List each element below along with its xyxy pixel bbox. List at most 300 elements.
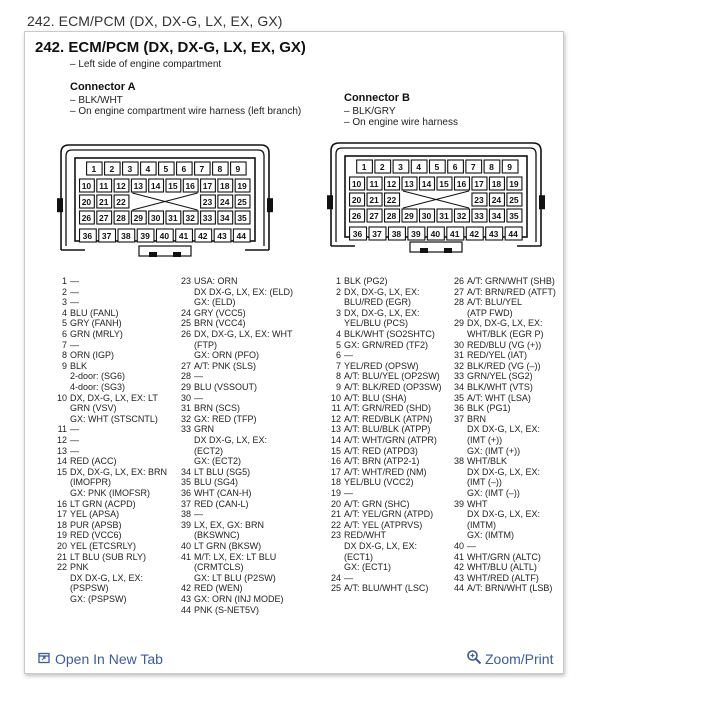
pin-description: A/T: WHT (LSA) [467,392,531,403]
connector-b-cavity-26 [350,209,365,222]
pin-description: A/T: WHT/RED (NM) [344,466,427,477]
cavity-number: 18 [220,181,230,191]
pin-description: — [194,392,203,403]
pin-description: WHT/BLU (ALTL) [467,562,537,573]
pin-number: 26 [453,276,464,286]
pin-description: BRN [467,413,487,424]
cavity-number: 1 [361,162,367,172]
cavity-number: 36 [82,231,93,241]
cavity-number: 19 [509,179,519,189]
pin-number: 29 [180,382,191,392]
pin-description: GRN (VSV) [70,403,117,414]
connector-b-cavity-37 [369,227,386,240]
pin-description: GRN (MRLY) [70,329,123,339]
connector-b-cavity-39 [408,227,425,240]
pin-description: YEL/BLU (PCS) [344,318,409,329]
cavity-number: 2 [109,164,115,174]
pin-number: 16 [56,498,67,509]
cavity-number: 26 [351,211,362,221]
connector-a-cavity-35 [235,211,250,224]
pin-number: 40 [180,541,191,551]
pin-description: GX: WHT (STSCNTL) [70,413,158,424]
cavity-number: 25 [509,195,519,205]
pin-description: LT GRN (BKSW) [194,541,262,551]
pin-number: 20 [56,541,67,551]
pin-description: WHT/BLK [467,456,508,467]
connector-b-cavity-23 [472,193,487,206]
cavity-number: 13 [133,181,144,191]
pin-description: A/T: BLK/RED (OP3SW) [344,382,442,392]
pin-description: A/T: RED/BLK (ATPN) [344,413,433,424]
connector-b-cavity-19 [507,177,522,190]
connector-b-cavity-1 [357,160,373,173]
pin-number: 23 [330,530,341,541]
connector-a-cavity-39 [137,229,154,242]
cavity-number: 13 [404,179,414,189]
cavity-number: 7 [199,164,205,174]
pin-description: GX: ORN (PFO) [194,350,259,361]
pin-number: 11 [57,424,67,435]
pin-description: BLK [70,360,88,371]
pin-number: 39 [180,519,191,530]
cavity-number: 19 [237,181,247,191]
connector-b-cavity-33 [472,209,487,222]
pin-description: WHT/BLK (EGR P) [467,328,544,339]
pin-description: USA: ORN [194,276,238,286]
pin-description: LX, EX, GX: BRN [194,519,265,530]
pin-number: 36 [453,403,464,414]
pin-number: 31 [180,403,191,414]
connector-a-color: – BLK/WHT [70,95,123,106]
connector-b-cavity-4 [411,160,427,173]
pin-description: A/T: GRN/RED (SHD) [344,403,432,414]
cavity-number: 23 [202,197,213,207]
pin-number: 40 [453,541,464,551]
pin-description: GX: (ECT2) [194,456,242,467]
pin-description: — [70,339,79,350]
pin-description: — [70,286,79,297]
cavity-number: 15 [439,179,449,189]
pin-description: BLK/RED (VG (–)) [467,360,541,371]
pin-description: GRY (FANH) [70,318,122,329]
pin-number: 4 [61,307,67,318]
connector-b-cavity-8 [484,160,500,173]
pin-number: 13 [56,445,67,456]
pin-description: YEL/BLU (VCC2) [344,477,414,488]
connector-b-color: – BLK/GRY [344,106,396,117]
pin-description: DX DX-G, LX, EX: [194,434,268,445]
connector-b-cavity-28 [385,209,400,222]
cavity-number: 9 [507,162,513,172]
pin-description: GRN/YEL (SG2) [467,371,533,382]
cavity-number: 14 [150,181,161,191]
cavity-number: 28 [116,213,126,223]
connector-a-cavity-34 [218,211,233,224]
pin-description: BLU/RED (EGR) [344,297,412,308]
pin-description: RED (VCC6) [70,530,122,541]
cavity-number: 24 [220,197,230,207]
cavity-number: 28 [386,211,397,221]
pin-number: 8 [61,350,67,361]
connector-b-cavity-41 [447,227,464,240]
document-subtitle: – Left side of engine compartment [70,59,222,70]
connector-a-cavity-42 [195,229,212,242]
pin-number: 36 [180,488,191,498]
connector-b-cavity-25 [507,193,522,206]
pin-description: BLU (FANL) [70,307,119,318]
pin-number: 20 [330,498,341,509]
cavity-number: 29 [133,213,144,223]
cavity-number: 24 [491,195,502,205]
cavity-number: 42 [198,231,208,241]
pin-number: 25 [180,318,191,329]
connector-a-cavity-32 [183,211,198,224]
cavity-number: 36 [352,229,363,239]
pin-number: 42 [453,562,464,573]
cavity-number: 27 [369,211,379,221]
pin-number: 7 [61,339,67,350]
connector-b-cavity-38 [388,227,405,240]
pin-description: RED/WHT [344,530,386,541]
pin-description: GX: PNK (IMOFSR) [70,487,151,498]
connector-a-cavity-36 [80,229,97,242]
connector-a-cavity-30 [149,211,164,224]
pin-description: A/T: RED (ATPD3) [344,445,418,456]
pin-description: — [344,572,353,583]
pin-description: (BKSWNC) [194,530,240,541]
pin-description: GRY (VCC5) [194,307,246,318]
pin-number: 11 [331,403,341,414]
cavity-number: 30 [150,213,161,223]
pin-description: — [70,424,79,435]
pin-number: 28 [453,297,464,308]
cavity-number: 43 [488,229,499,239]
connector-b-cavity-16 [454,177,469,190]
cavity-number: 38 [391,229,402,239]
pin-description: — [344,488,353,498]
pin-description: A/T: BLU/BLK (ATPP) [344,424,431,435]
pin-number: 32 [453,360,464,371]
cavity-number: 33 [474,211,484,221]
pin-number: 44 [180,604,191,615]
cavity-number: 34 [491,211,502,221]
pin-description: A/T: BRN/WHT (LSB) [467,583,553,594]
connector-b-cavity-21 [367,193,382,206]
pin-description: DX, DX-G, LX, EX: WHT [194,329,293,339]
page-title: 242. ECM/PCM (DX, DX-G, LX, EX, GX) [27,13,283,29]
cavity-number: 18 [491,179,502,189]
cavity-number: 33 [202,213,213,223]
pin-number: 27 [180,360,191,371]
connector-b-cavity-9 [502,160,518,173]
pin-number: 10 [330,392,341,403]
connector-a-cavity-14 [149,179,164,192]
pin-description: PNK (S-NET5V) [194,604,260,615]
cavity-number: 41 [450,229,460,239]
pin-number: 30 [453,339,464,350]
cavity-number: 5 [163,164,169,174]
cavity-number: 38 [121,231,131,241]
connector-a-cavity-23 [201,195,216,208]
pin-description: RED (CAN-L) [194,498,249,509]
cavity-number: 11 [99,181,109,191]
pin-description: GX: LT BLU (P2SW) [194,572,276,583]
connector-a-cavity-2 [105,162,121,175]
cavity-number: 7 [470,162,476,172]
cavity-number: 39 [140,231,150,241]
connector-a-cavity-16 [183,179,198,192]
zoom-print-link[interactable] [466,649,553,668]
connector-b-cavity-27 [367,209,382,222]
connector-a-cavity-6 [177,162,193,175]
connector-b-cavity-32 [454,209,469,222]
pin-number: 34 [180,466,191,477]
cavity-number: 35 [237,213,247,223]
cavity-number: 5 [434,162,440,172]
cavity-number: 31 [168,213,178,223]
pin-description: WHT (CAN-H) [194,488,252,498]
cavity-number: 8 [217,164,223,174]
connector-a-cavity-12 [114,179,129,192]
external-window-icon [38,651,50,667]
cavity-number: 12 [386,179,397,189]
cavity-number: 16 [456,179,467,189]
pin-description: RED/YEL (IAT) [467,350,528,361]
connector-a-cavity-26 [80,211,95,224]
connector-b-cavity-40 [427,227,444,240]
pin-number: 3 [61,297,67,308]
pin-number: 26 [180,329,191,339]
cavity-number: 23 [474,195,484,205]
connector-b-title: Connector B [344,92,410,104]
pin-description: DX DX-G, LX, EX: [467,509,541,520]
cavity-number: 31 [439,211,449,221]
pin-number: 33 [180,424,191,435]
pin-description: GX: (PSPSW) [70,593,127,604]
connector-a-cavity-10 [80,179,95,192]
connector-b-cavity-11 [367,177,382,190]
pin-number: 42 [180,583,191,594]
pin-description: YEL (ETCSRLY) [70,541,137,551]
cavity-number: 26 [81,213,92,223]
pin-description: A/T: BLU/WHT (LSC) [344,583,429,594]
pin-number: 35 [180,477,191,488]
connector-b-cavity-34 [489,209,504,222]
pin-number: 17 [330,466,341,477]
connector-a-cavity-7 [195,162,211,175]
cavity-number: 6 [452,162,458,172]
connector-a-cavity-38 [118,229,135,242]
cavity-number: 4 [416,162,422,172]
connector-a-cavity-44 [233,229,250,242]
pin-description: GX: (IMT (–)) [467,487,520,498]
pin-number: 18 [56,519,67,530]
pin-description: BLK (PG1) [467,403,511,414]
pin-description: A/T: BLU/YEL (OP2SW) [344,371,440,382]
pin-number: 34 [453,382,464,392]
pin-number: 10 [56,392,67,403]
pin-description: M/T: LX, EX: LT BLU [194,551,277,562]
connector-a-cavity-19 [235,179,250,192]
pin-number: 41 [180,551,191,562]
connector-b-cavity-12 [385,177,400,190]
pin-description: WHT [467,498,488,509]
pin-description: 4-door: (SG3) [70,381,126,392]
pin-number: 24 [330,572,341,583]
cavity-number: 37 [101,231,112,241]
pin-number: 35 [453,392,464,403]
pin-description: A/T: YEL/GRN (ATPD) [344,509,434,520]
pin-description: — [467,541,476,551]
cavity-number: 22 [386,195,397,205]
connector-a-cavity-20 [80,195,95,208]
pin-description: A/T: BRN (ATP2-1) [344,456,420,467]
pin-number: 38 [180,509,191,520]
cavity-number: 9 [235,164,241,174]
connector-b-cavity-2 [375,160,391,173]
pin-description: (FTP) [194,339,217,350]
pin-description: DX, DX-G, LX, EX: LT [70,392,158,403]
pin-description: 2-door: (SG6) [70,371,126,382]
pin-number: 12 [56,435,67,445]
pin-description: — [194,509,203,520]
pin-description: — [70,297,79,308]
cavity-number: 15 [168,181,178,191]
connector-a-cavity-13 [131,179,146,192]
pin-description: (ECT2) [194,445,223,456]
pin-number: 27 [453,286,464,297]
pin-number: 8 [335,371,341,382]
connector-a-cavity-43 [214,229,231,242]
cavity-number: 34 [220,213,230,223]
pin-number: 16 [330,456,341,467]
pin-number: 22 [330,519,341,530]
pin-number: 29 [453,318,464,329]
pin-description: ORN (IGP) [70,350,114,361]
cavity-number: 40 [159,231,170,241]
connector-b-diagram [325,141,547,254]
cavity-number: 4 [145,164,151,174]
pin-number: 23 [180,276,191,286]
connector-b-cavity-24 [489,193,504,206]
connector-b-cavity-44 [505,227,522,240]
connector-a-cavity-21 [97,195,112,208]
connector-b-cavity-35 [507,209,522,222]
cavity-number: 17 [202,181,213,191]
pin-description: DX, DX-G, LX, EX: BRN [70,466,168,477]
pin-description: A/T: BLU/YEL [467,297,523,308]
cavity-number: 35 [509,211,519,221]
pin-description: — [70,445,79,456]
pin-description: PUR (APSB) [70,519,122,530]
pin-number: 4 [335,329,341,339]
cavity-number: 2 [379,162,385,172]
cavity-number: 32 [185,213,195,223]
connector-b-cavity-3 [393,160,409,173]
pin-description: DX DX-G, LX, EX: (ELD) [194,286,294,297]
connector-b-cavity-42 [466,227,483,240]
connector-b-cavity-31 [437,209,452,222]
pin-number: 43 [180,594,191,604]
cavity-number: 44 [508,229,518,239]
pin-description: GX: RED (TFP) [194,413,257,424]
connector-b-cavity-17 [472,177,487,190]
pin-description: (IMT (+)) [467,434,503,445]
connector-a-cavity-27 [97,211,112,224]
pin-description: A/T: BLU (SHA) [344,392,407,403]
cavity-number: 32 [456,211,467,221]
pin-number: 9 [61,360,67,371]
cavity-number: 8 [489,162,494,172]
cavity-number: 39 [411,229,421,239]
pin-number: 43 [453,572,464,583]
pin-description: RED (ACC) [70,456,117,467]
connector-b-cavity-29 [402,209,417,222]
pin-description: — [194,371,203,382]
connector-b-cavity-43 [486,227,503,240]
cavity-number: 29 [404,211,414,221]
pin-number: 19 [330,488,341,498]
pin-number: 25 [330,583,341,594]
connector-a-title: Connector A [70,81,136,93]
connector-a-cavity-3 [123,162,138,175]
pin-description: DX DX-G, LX, EX: [467,424,541,435]
pin-description: DX, DX-G, LX, EX: [467,318,543,329]
connector-a-cavity-11 [97,179,112,192]
pin-number: 12 [330,413,341,424]
cavity-number: 37 [372,229,382,239]
connector-b-cavity-22 [385,193,400,206]
pin-description: BLU (SG4) [194,477,239,488]
pin-number: 13 [330,424,341,435]
pin-number: 31 [453,350,464,361]
pin-number: 15 [56,466,67,477]
pin-description: LT BLU (SG5) [194,466,251,477]
cavity-number: 14 [421,179,432,189]
pin-number: 21 [330,509,341,520]
connector-b-cavity-36 [350,227,367,240]
pin-description: (IMTM) [467,519,496,530]
connector-b-cavity-7 [466,160,482,173]
connector-a-location: – On engine compartment wire harness (left branch) [70,106,302,117]
connector-b-cavity-5 [430,160,446,173]
cavity-number: 20 [351,195,362,205]
connector-b-cavity-13 [402,177,417,190]
connector-a-cavity-4 [141,162,157,175]
open-new-tab-link[interactable] [38,651,163,667]
pin-number: 32 [180,413,191,424]
pin-number: 14 [56,456,67,467]
connector-a-cavity-33 [201,211,216,224]
connector-b-cavity-14 [420,177,435,190]
cavity-number: 21 [98,197,109,207]
connector-a-cavity-31 [166,211,181,224]
pin-description: A/T: YEL (ATPRVS) [344,519,423,530]
pin-description: PNK [70,562,89,573]
pin-description: A/T: WHT/GRN (ATPR) [344,435,437,445]
cavity-number: 41 [178,231,189,241]
pin-description: WHT/GRN (ALTC) [467,551,541,562]
cavity-number: 3 [127,164,133,174]
pin-description: YEL (APSA) [70,509,120,520]
connector-b-cavity-15 [437,177,452,190]
cavity-number: 25 [237,197,247,207]
pin-description: GX: ORN (INJ MODE) [194,594,284,604]
cavity-number: 22 [116,197,126,207]
connector-b-location: – On engine wire harness [344,117,458,128]
connector-a-cavity-29 [131,211,146,224]
pin-description: LT GRN (ACPD) [70,498,136,509]
